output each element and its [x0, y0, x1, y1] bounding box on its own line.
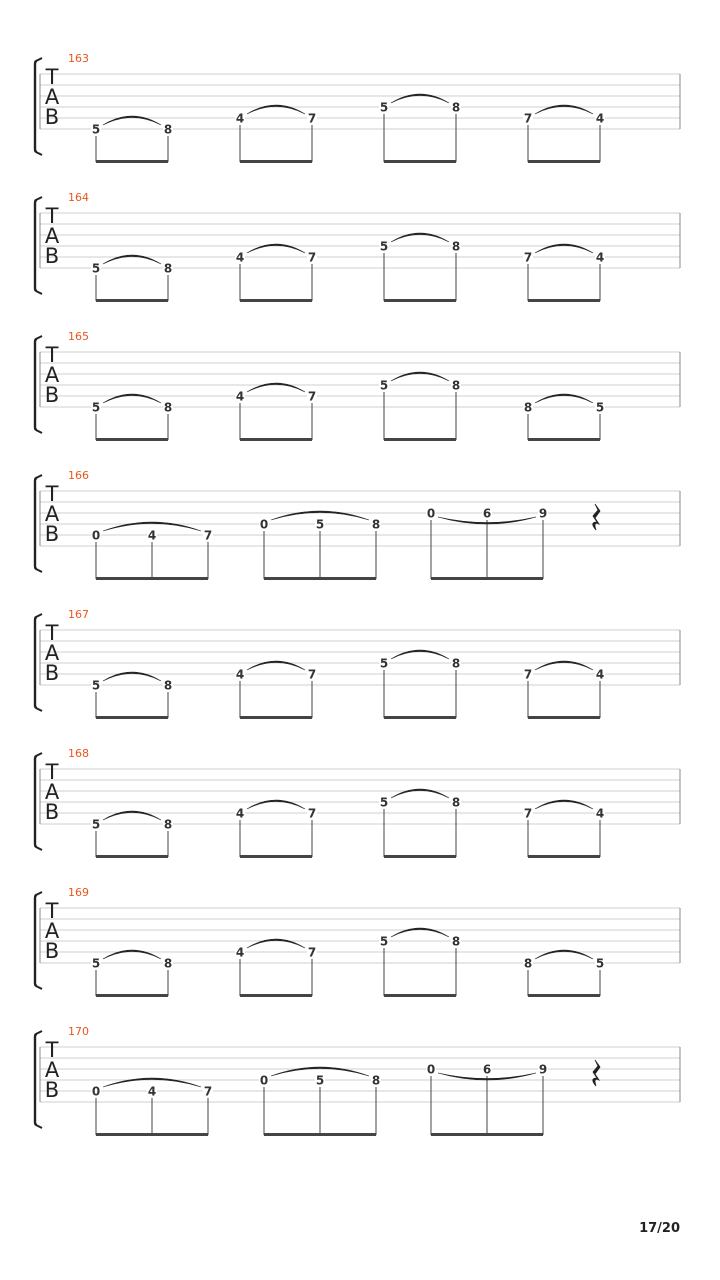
note-group — [523, 950, 605, 997]
page-number: 17/20 — [639, 1221, 680, 1236]
fret-number: 4 — [595, 250, 605, 265]
note-beam — [96, 855, 168, 858]
fret-number: 8 — [451, 378, 461, 393]
fret-number: 8 — [451, 656, 461, 671]
bracket-top-hook — [36, 197, 42, 200]
fret-number: 8 — [163, 400, 173, 415]
tab-clef-letter: B — [44, 244, 60, 268]
fret-number: 7 — [307, 250, 317, 265]
note-group — [91, 255, 173, 302]
note-group — [235, 939, 317, 997]
fret-number: 0 — [259, 1073, 269, 1088]
fret-number: 5 — [379, 656, 389, 671]
note-beam — [528, 299, 600, 302]
fret-number: 7 — [307, 945, 317, 960]
note-beam — [384, 716, 456, 719]
tab-clef-letter: A — [44, 641, 60, 665]
note-beam — [240, 994, 312, 997]
fret-number: 4 — [235, 389, 245, 404]
slur — [535, 661, 593, 670]
measure-number: 167 — [68, 608, 89, 621]
bracket-bottom-hook — [36, 152, 42, 155]
slur — [535, 244, 593, 253]
tab-system — [35, 469, 680, 580]
slur — [247, 661, 305, 670]
tab-clef-letter: B — [44, 800, 60, 824]
fret-number: 5 — [379, 934, 389, 949]
tab-clef-letter: T — [45, 621, 59, 645]
tab-system — [35, 886, 680, 997]
slur — [391, 789, 449, 798]
fret-number: 4 — [147, 528, 157, 543]
note-group — [523, 661, 605, 719]
fret-number: 8 — [451, 100, 461, 115]
slur — [103, 255, 161, 264]
fret-number: 4 — [235, 111, 245, 126]
bracket-top-hook — [36, 614, 42, 617]
fret-number: 5 — [595, 400, 605, 415]
system-bracket — [35, 756, 37, 847]
slur — [247, 244, 305, 253]
bracket-bottom-hook — [36, 708, 42, 711]
fret-number: 7 — [203, 528, 213, 543]
note-group — [235, 383, 317, 441]
note-group — [523, 394, 605, 441]
note-group — [91, 811, 173, 858]
fret-number: 7 — [523, 111, 533, 126]
fret-number: 7 — [307, 806, 317, 821]
note-beam — [384, 160, 456, 163]
fret-number: 5 — [315, 517, 325, 532]
fret-number: 5 — [595, 956, 605, 971]
fret-number: 5 — [315, 1073, 325, 1088]
measure-number: 163 — [68, 52, 89, 65]
slur — [103, 672, 161, 681]
quarter-rest-icon — [593, 504, 600, 530]
note-beam — [96, 160, 168, 163]
note-beam — [96, 1133, 208, 1136]
note-beam — [384, 299, 456, 302]
note-beam — [96, 716, 168, 719]
fret-number: 8 — [163, 817, 173, 832]
fret-number: 0 — [91, 1084, 101, 1099]
tab-clef-letter: T — [45, 343, 59, 367]
fret-number: 8 — [163, 678, 173, 693]
note-beam — [96, 994, 168, 997]
note-group — [235, 661, 317, 719]
tab-clef-letter: B — [44, 661, 60, 685]
tab-clef-letter: A — [44, 1058, 60, 1082]
note-group — [426, 506, 548, 580]
note-group — [523, 244, 605, 302]
slur — [247, 939, 305, 948]
tab-clef-letter: T — [45, 899, 59, 923]
bracket-bottom-hook — [36, 847, 42, 850]
tab-system — [35, 608, 680, 719]
tab-clef-letter: B — [44, 522, 60, 546]
note-beam — [240, 855, 312, 858]
system-bracket — [35, 61, 37, 152]
note-group — [523, 105, 605, 163]
slur — [535, 800, 593, 809]
note-beam — [528, 438, 600, 441]
bracket-bottom-hook — [36, 430, 42, 433]
system-bracket — [35, 200, 37, 291]
slur — [103, 950, 161, 959]
tab-clef-letter: A — [44, 363, 60, 387]
note-beam — [264, 577, 376, 580]
note-group — [91, 394, 173, 441]
fret-number: 5 — [91, 817, 101, 832]
note-beam — [240, 299, 312, 302]
fret-number: 6 — [482, 1062, 492, 1077]
fret-number: 9 — [538, 506, 548, 521]
fret-number: 6 — [482, 506, 492, 521]
fret-number: 5 — [379, 239, 389, 254]
system-bracket — [35, 339, 37, 430]
system-bracket — [35, 617, 37, 708]
fret-number: 8 — [523, 400, 533, 415]
tab-system — [35, 330, 680, 441]
measure-number: 166 — [68, 469, 89, 482]
fret-number: 8 — [451, 795, 461, 810]
note-group — [91, 950, 173, 997]
fret-number: 5 — [91, 956, 101, 971]
tab-clef-letter: T — [45, 482, 59, 506]
system-bracket — [35, 1034, 37, 1125]
fret-number: 4 — [595, 111, 605, 126]
fret-number: 9 — [538, 1062, 548, 1077]
measure-number: 165 — [68, 330, 89, 343]
tab-clef-letter: B — [44, 939, 60, 963]
bracket-top-hook — [36, 475, 42, 478]
fret-number: 7 — [523, 667, 533, 682]
fret-number: 8 — [371, 1073, 381, 1088]
tab-clef-letter: A — [44, 224, 60, 248]
fret-number: 5 — [379, 795, 389, 810]
fret-number: 7 — [307, 389, 317, 404]
fret-number: 5 — [91, 261, 101, 276]
fret-number: 5 — [91, 678, 101, 693]
bracket-bottom-hook — [36, 1125, 42, 1128]
note-group — [91, 522, 213, 580]
fret-number: 0 — [426, 506, 436, 521]
note-beam — [384, 994, 456, 997]
fret-number: 8 — [163, 956, 173, 971]
bracket-top-hook — [36, 58, 42, 61]
bracket-top-hook — [36, 336, 42, 339]
fret-number: 5 — [91, 400, 101, 415]
note-beam — [96, 299, 168, 302]
slur — [535, 105, 593, 114]
system-bracket — [35, 478, 37, 569]
fret-number: 5 — [379, 100, 389, 115]
slur — [103, 811, 161, 820]
fret-number: 7 — [307, 111, 317, 126]
note-beam — [384, 438, 456, 441]
tab-system — [35, 1025, 680, 1136]
note-beam — [431, 577, 543, 580]
system-bracket — [35, 895, 37, 986]
measure-number: 168 — [68, 747, 89, 760]
tab-clef-letter: B — [44, 1078, 60, 1102]
fret-number: 4 — [235, 250, 245, 265]
fret-number: 8 — [451, 934, 461, 949]
tab-clef-letter: A — [44, 919, 60, 943]
fret-number: 7 — [523, 250, 533, 265]
note-beam — [96, 577, 208, 580]
note-beam — [384, 855, 456, 858]
slur — [391, 233, 449, 242]
fret-number: 7 — [307, 667, 317, 682]
slur — [391, 94, 449, 103]
note-beam — [96, 438, 168, 441]
slur — [535, 950, 593, 959]
bracket-bottom-hook — [36, 569, 42, 572]
fret-number: 7 — [523, 806, 533, 821]
slur — [103, 116, 161, 125]
tab-clef-letter: B — [44, 383, 60, 407]
bracket-bottom-hook — [36, 986, 42, 989]
bracket-top-hook — [36, 753, 42, 756]
measure-number: 170 — [68, 1025, 89, 1038]
slur — [391, 650, 449, 659]
slur — [103, 394, 161, 403]
note-group — [523, 800, 605, 858]
fret-number: 4 — [235, 945, 245, 960]
slur — [247, 105, 305, 114]
tab-clef-letter: T — [45, 1038, 59, 1062]
note-group — [91, 1078, 213, 1136]
slur — [391, 372, 449, 381]
tab-clef-letter: A — [44, 502, 60, 526]
tab-clef-letter: B — [44, 105, 60, 129]
fret-number: 4 — [235, 667, 245, 682]
fret-number: 4 — [235, 806, 245, 821]
fret-number: 0 — [259, 517, 269, 532]
fret-number: 0 — [426, 1062, 436, 1077]
fret-number: 5 — [379, 378, 389, 393]
tab-system — [35, 747, 680, 858]
note-group — [91, 672, 173, 719]
slur — [247, 800, 305, 809]
note-group — [91, 116, 173, 163]
tab-clef-letter: T — [45, 204, 59, 228]
fret-number: 4 — [595, 806, 605, 821]
slur — [535, 394, 593, 403]
note-beam — [240, 716, 312, 719]
tab-clef-letter: T — [45, 760, 59, 784]
note-beam — [528, 994, 600, 997]
note-beam — [528, 855, 600, 858]
fret-number: 0 — [91, 528, 101, 543]
tab-system — [35, 191, 680, 302]
note-beam — [264, 1133, 376, 1136]
bracket-top-hook — [36, 1031, 42, 1034]
tab-clef-letter: A — [44, 780, 60, 804]
fret-number: 7 — [203, 1084, 213, 1099]
fret-number: 4 — [595, 667, 605, 682]
note-beam — [528, 716, 600, 719]
note-beam — [240, 438, 312, 441]
fret-number: 5 — [91, 122, 101, 137]
bracket-top-hook — [36, 892, 42, 895]
bracket-bottom-hook — [36, 291, 42, 294]
fret-number: 8 — [451, 239, 461, 254]
slur — [391, 928, 449, 937]
measure-number: 169 — [68, 886, 89, 899]
note-group — [235, 800, 317, 858]
note-beam — [431, 1133, 543, 1136]
slur — [247, 383, 305, 392]
tab-clef-letter: T — [45, 65, 59, 89]
fret-number: 8 — [163, 261, 173, 276]
fret-number: 8 — [523, 956, 533, 971]
quarter-rest-icon — [593, 1060, 600, 1086]
note-beam — [528, 160, 600, 163]
note-beam — [240, 160, 312, 163]
measure-number: 164 — [68, 191, 89, 204]
note-group — [235, 244, 317, 302]
note-group — [235, 105, 317, 163]
tab-clef-letter: A — [44, 85, 60, 109]
fret-number: 8 — [163, 122, 173, 137]
fret-number: 8 — [371, 517, 381, 532]
tab-system — [35, 52, 680, 163]
fret-number: 4 — [147, 1084, 157, 1099]
note-group — [426, 1062, 548, 1136]
